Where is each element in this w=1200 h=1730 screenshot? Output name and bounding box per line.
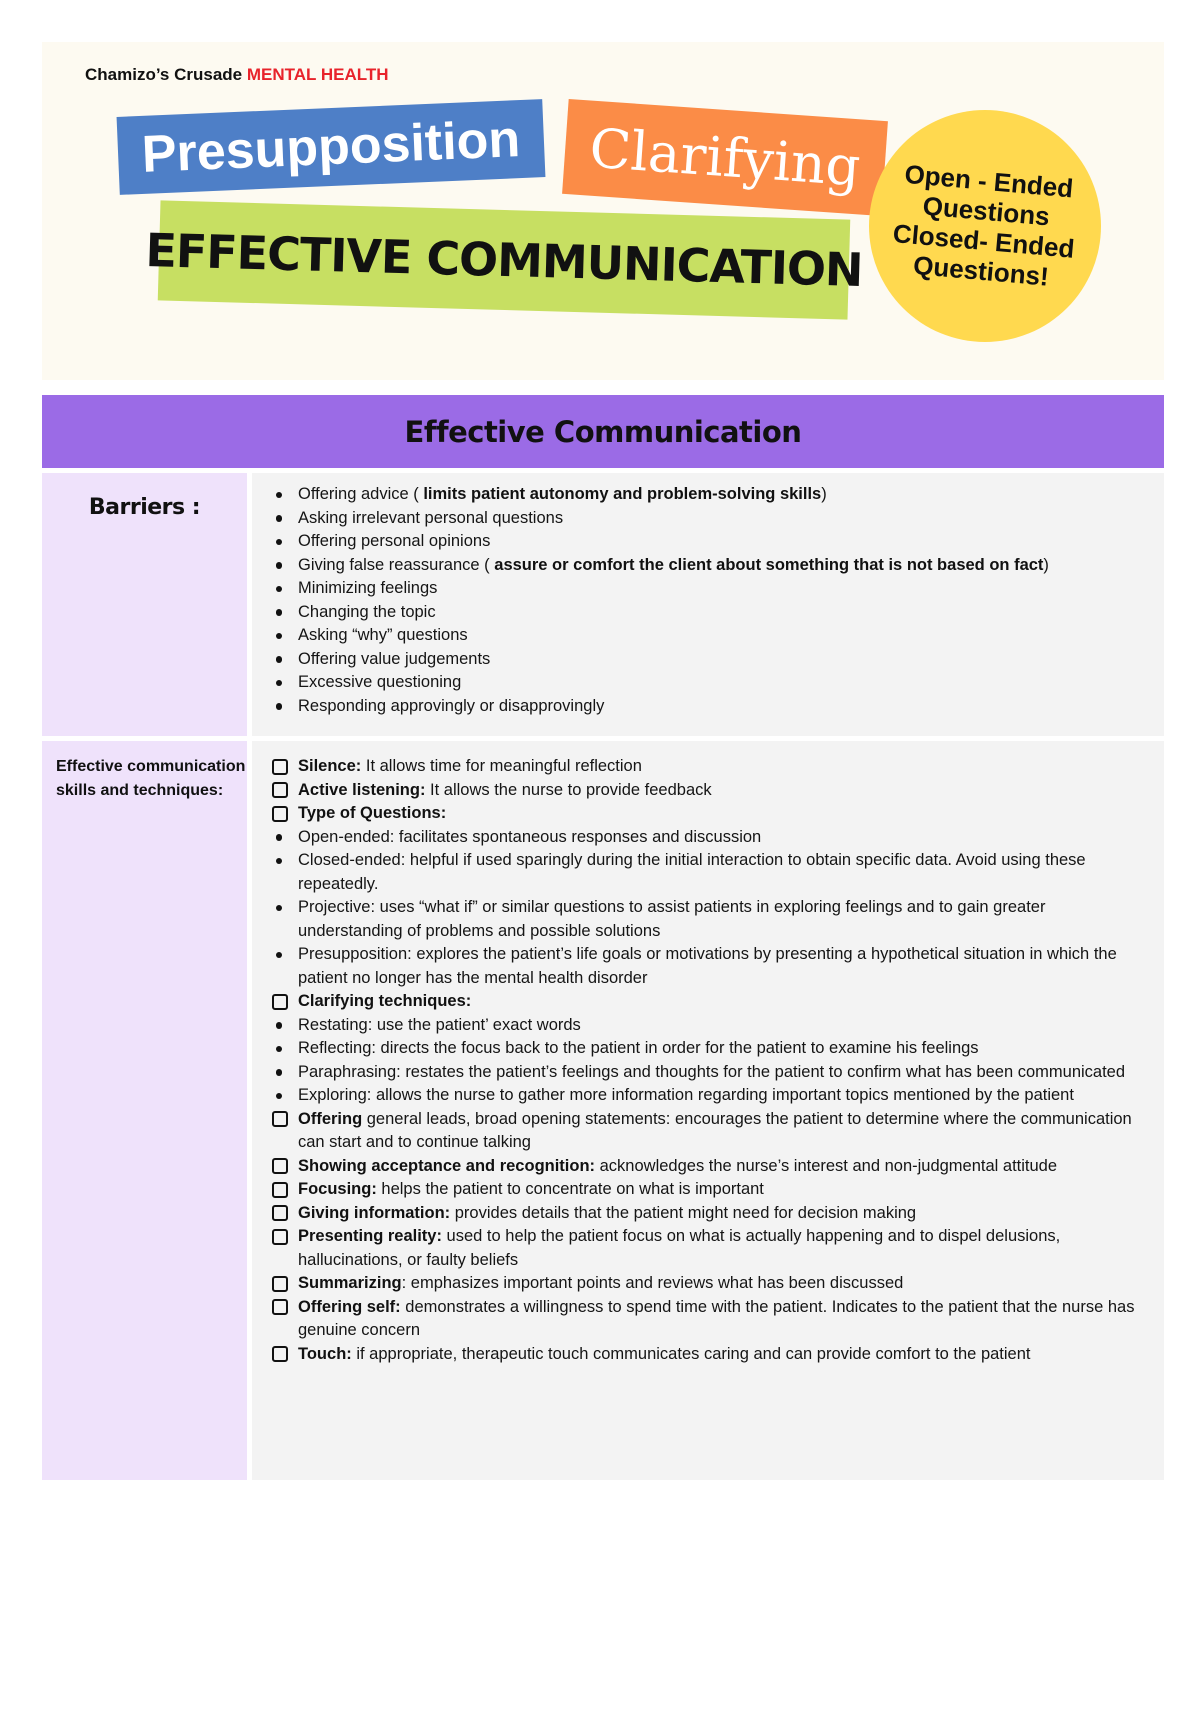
barrier-text: Minimizing feelings	[298, 579, 438, 597]
barriers-label: Barriers :	[88, 495, 201, 520]
bullet-dot	[274, 530, 284, 554]
technique-item	[252, 1296, 1152, 1343]
barrier-text: Responding approvingly or disapprovingly	[298, 696, 605, 715]
technique-description: Open-ended: facilitates spontaneous responses and discussion	[298, 827, 762, 846]
technique-subitem	[252, 849, 1152, 896]
technique-item	[252, 1272, 1152, 1296]
clarifying-tag: Clarifying	[562, 99, 888, 216]
technique-description: Restating: use the patient’ exact words	[298, 1015, 581, 1034]
bullet-dot	[274, 624, 284, 648]
barrier-item	[252, 648, 1049, 672]
barriers-label-cell	[42, 473, 247, 736]
barrier-text: Excessive questioning	[298, 673, 462, 691]
presupposition-tag: Presupposition	[117, 99, 546, 195]
technique-name: Silence:	[298, 757, 362, 775]
technique-subitem	[252, 1037, 1152, 1061]
barrier-text-end: )	[821, 485, 827, 503]
barrier-emphasis: assure or comfort the client about something that is not based on fact	[494, 555, 1044, 574]
section-title: Effective Communication	[42, 395, 1164, 468]
technique-description: helps the patient to concentrate on what is important	[376, 1180, 764, 1198]
technique-name: Touch:	[298, 1344, 352, 1363]
technique-subitem	[252, 943, 1152, 990]
barrier-text: Asking “why” questions	[298, 626, 468, 644]
checkbox-icon	[272, 1178, 288, 1202]
questions-circle	[869, 110, 1101, 342]
barrier-item	[252, 695, 1049, 719]
technique-description: Presupposition: explores the patient’s life goals or motivations by presenting a hypothetical situation in which the patient no longer has the mental health disorder	[298, 945, 1117, 987]
barrier-text: Offering value judgements	[298, 649, 491, 668]
technique-description: It allows time for meaningful reflection	[361, 757, 642, 775]
checkbox-icon	[272, 755, 288, 779]
brand-line	[85, 65, 389, 85]
checkbox-icon	[272, 1108, 288, 1132]
technique-description: It allows the nurse to provide feedback	[425, 780, 712, 799]
technique-subitem	[252, 826, 1152, 850]
technique-item	[252, 1108, 1152, 1155]
bullet-dot	[274, 601, 284, 625]
technique-name: Active listening:	[298, 780, 426, 799]
technique-item	[252, 1343, 1152, 1367]
bullet-dot	[274, 896, 284, 920]
barrier-text: Offering personal opinions	[298, 532, 491, 550]
technique-description: Closed-ended: helpful if used sparingly during the initial interaction to obtain specific data. Avoid using these repeatedly.	[298, 851, 1086, 893]
technique-description: general leads, broad opening statements: encourages the patient to determine where the communication can start and to continue talking	[298, 1109, 1132, 1151]
skills-label: Effective communication skills and techniques:	[56, 758, 246, 799]
barrier-text-end: )	[1043, 555, 1049, 574]
technique-item	[252, 802, 1152, 826]
brand-accent: MENTAL HEALTH	[246, 65, 389, 84]
barrier-item	[252, 483, 1049, 507]
bullet-dot	[274, 577, 284, 601]
technique-description: provides details that the patient might need for decision making	[450, 1203, 917, 1222]
barrier-emphasis: limits patient autonomy and problem-solving skills	[423, 485, 822, 503]
brand-name: Chamizo’s Crusade	[85, 65, 243, 84]
bullet-dot	[274, 1014, 284, 1038]
bullet-dot	[274, 671, 284, 695]
barrier-item	[252, 671, 1049, 695]
barrier-text: Offering advice (	[298, 485, 424, 503]
technique-name: Type of Questions:	[298, 804, 447, 822]
checkbox-icon	[272, 802, 288, 826]
barrier-text: Asking irrelevant personal questions	[298, 508, 564, 527]
bullet-dot	[274, 695, 284, 719]
technique-name: Presenting reality:	[298, 1227, 442, 1245]
effective-communication-tag: EFFECTIVE COMMUNICATION	[158, 200, 851, 319]
skills-list	[252, 755, 1152, 1366]
barrier-item	[252, 624, 1049, 648]
barriers-list	[252, 483, 1049, 718]
skills-label-cell	[42, 741, 247, 1480]
bullet-dot	[274, 554, 284, 578]
bullet-dot	[274, 648, 284, 672]
technique-item	[252, 1178, 1152, 1202]
technique-name: Giving information:	[298, 1203, 451, 1222]
technique-description: demonstrates a willingness to spend time with the patient. Indicates to the patient that the nurse has genuine concern	[298, 1297, 1135, 1339]
technique-name: Offering	[298, 1109, 363, 1128]
checkbox-icon	[272, 1155, 288, 1179]
technique-description: acknowledges the nurse’s interest and non-judgmental attitude	[595, 1156, 1058, 1175]
checkbox-icon	[272, 1202, 288, 1226]
technique-description: Paraphrasing: restates the patient’s feelings and thoughts for the patient to confirm what has been communicated	[298, 1062, 1126, 1081]
technique-name: Summarizing	[298, 1274, 402, 1292]
barrier-text: Changing the topic	[298, 602, 436, 621]
bullet-dot	[274, 1061, 284, 1085]
barrier-text: Giving false reassurance (	[298, 555, 495, 574]
checkbox-icon	[272, 779, 288, 803]
technique-item	[252, 779, 1152, 803]
technique-subitem	[252, 1084, 1152, 1108]
bullet-dot	[274, 943, 284, 967]
technique-name: Showing acceptance and recognition:	[298, 1156, 596, 1175]
barrier-item	[252, 577, 1049, 601]
bullet-dot	[274, 1084, 284, 1108]
technique-subitem	[252, 896, 1152, 943]
technique-description: : emphasizes important points and reviews what has been discussed	[401, 1274, 904, 1292]
technique-description: Exploring: allows the nurse to gather more information regarding important topics mentioned by the patient	[298, 1086, 1074, 1104]
bullet-dot	[274, 483, 284, 507]
technique-name: Clarifying techniques:	[298, 992, 472, 1010]
checkbox-icon	[272, 1296, 288, 1320]
technique-description: Projective: uses “what if” or similar questions to assist patients in exploring feelings and to gain greater understanding of problems and possible solutions	[298, 898, 1046, 940]
barrier-item	[252, 554, 1049, 578]
checkbox-icon	[272, 1272, 288, 1296]
questions-circle-text: Open - Ended Questions Closed- Ended Questions!	[891, 158, 1076, 292]
bullet-dot	[274, 849, 284, 873]
barrier-item	[252, 601, 1049, 625]
technique-description: Reflecting: directs the focus back to the patient in order for the patient to examine his feelings	[298, 1039, 979, 1057]
header-banner	[42, 42, 1164, 380]
barrier-item	[252, 530, 1049, 554]
technique-subitem	[252, 1014, 1152, 1038]
barriers-content-cell	[252, 473, 1164, 736]
bullet-dot	[274, 507, 284, 531]
technique-item	[252, 755, 1152, 779]
technique-item	[252, 1202, 1152, 1226]
technique-subitem	[252, 1061, 1152, 1085]
checkbox-icon	[272, 1225, 288, 1249]
barrier-item	[252, 507, 1049, 531]
technique-description: used to help the patient focus on what is actually happening and to dispel delusions, hallucinations, or faulty beliefs	[298, 1227, 1061, 1269]
skills-content-cell	[252, 741, 1164, 1480]
technique-item	[252, 990, 1152, 1014]
technique-name: Focusing:	[298, 1180, 377, 1198]
bullet-dot	[274, 1037, 284, 1061]
checkbox-icon	[272, 990, 288, 1014]
technique-item	[252, 1155, 1152, 1179]
technique-name: Offering self:	[298, 1297, 401, 1316]
checkbox-icon	[272, 1343, 288, 1367]
technique-item	[252, 1225, 1152, 1272]
technique-description: if appropriate, therapeutic touch communicates caring and can provide comfort to the patient	[351, 1344, 1031, 1363]
bullet-dot	[274, 826, 284, 850]
